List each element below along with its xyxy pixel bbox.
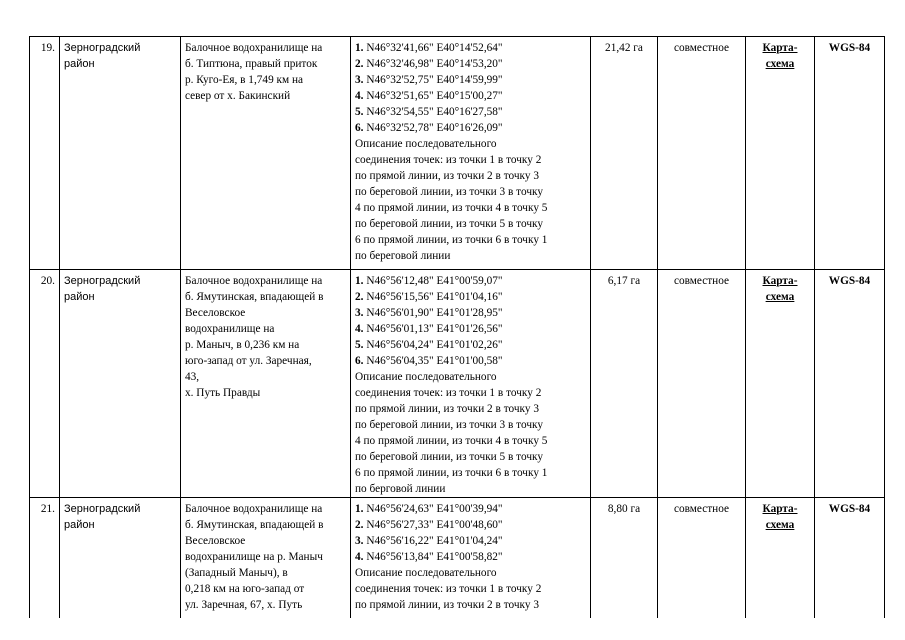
description-line: водохранилище на [185, 323, 275, 335]
map-scheme-link[interactable] [750, 40, 810, 72]
area-cell: 8,80 га [591, 498, 658, 619]
point-number: 4. [355, 90, 364, 102]
area-cell: 6,17 га [591, 270, 658, 498]
point-coordinates: N46°56'27,33" E41°00'48,60" [366, 519, 503, 531]
ownership-cell: совместное [658, 37, 746, 270]
route-description-line: Описание последовательного [355, 567, 497, 579]
route-description-line: по береговой линии, из точки 5 в точку [355, 451, 543, 463]
coordinate-point [355, 120, 586, 136]
map-scheme-link[interactable] [750, 273, 810, 305]
coordinate-system-cell: WGS-84 [815, 270, 885, 498]
route-description-line: соединения точек: из точки 1 в точку 2 [355, 387, 542, 399]
description-line: юго-запад от ул. Заречная, [185, 355, 312, 367]
district-line: Зерноградский [64, 42, 141, 54]
route-description-line: по береговой линии, из точки 5 в точку [355, 218, 543, 230]
district-line: район [64, 519, 95, 531]
description-cell [181, 270, 351, 498]
map-link-text[interactable]: Карта- [762, 42, 798, 54]
point-number: 3. [355, 535, 364, 547]
description-line: р. Куго-Ея, в 1,749 км на [185, 74, 304, 86]
point-coordinates: N46°32'46,98" E40°14'53,20" [366, 58, 503, 70]
description-line: Балочное водохранилище на [185, 42, 323, 54]
description-line: север от х. Бакинский [185, 90, 291, 102]
map-scheme-link[interactable] [750, 501, 810, 533]
point-coordinates: N46°32'52,78" E40°16'26,09" [366, 122, 503, 134]
ownership-cell: совместное [658, 498, 746, 619]
coordinate-point [355, 353, 586, 369]
route-description-line: по прямой линии, из точки 2 в точку 3 [355, 170, 539, 182]
point-number: 3. [355, 74, 364, 86]
route-description-line: 4 по прямой линии, из точки 4 в точку 5 [355, 202, 548, 214]
description-line: р. Маныч, в 0,236 км на [185, 339, 300, 351]
description-line: б. Ямутинская, впадающей в [185, 519, 324, 531]
description-line: ул. Заречная, 67, х. Путь [185, 599, 303, 611]
point-coordinates: N46°56'04,24" E41°01'02,26" [366, 339, 503, 351]
coordinate-point [355, 501, 586, 517]
ownership-cell: совместное [658, 270, 746, 498]
route-description-line: соединения точек: из точки 1 в точку 2 [355, 583, 542, 595]
coordinate-point [355, 273, 586, 289]
description-line: (Западный Маныч), в [185, 567, 288, 579]
coordinate-point [355, 72, 586, 88]
district-line: Зерноградский [64, 503, 141, 515]
table-row [30, 37, 885, 270]
point-coordinates: N46°32'54,55" E40°16'27,58" [366, 106, 503, 118]
coordinate-point [355, 104, 586, 120]
point-coordinates: N46°56'12,48" E41°00'59,07" [366, 275, 503, 287]
water-bodies-table [29, 36, 885, 618]
description-line: Веселовское [185, 307, 246, 319]
point-coordinates: N46°56'16,22" E41°01'04,24" [366, 535, 503, 547]
table-row [30, 498, 885, 619]
map-link-text[interactable]: схема [765, 58, 795, 70]
point-coordinates: N46°32'52,75" E40°14'59,99" [366, 74, 503, 86]
table-row [30, 270, 885, 498]
coordinate-point [355, 533, 586, 549]
route-description-line: 6 по прямой линии, из точки 6 в точку 1 [355, 234, 548, 246]
coordinate-point [355, 56, 586, 72]
coordinate-point [355, 549, 586, 565]
description-line: б. Типтюна, правый приток [185, 58, 318, 70]
description-line: х. Путь Правды [185, 387, 261, 399]
route-description-line: 4 по прямой линии, из точки 4 в точку 5 [355, 435, 548, 447]
point-number: 4. [355, 551, 364, 563]
coordinates-cell [351, 37, 591, 270]
point-coordinates: N46°56'24,63" E41°00'39,94" [366, 503, 503, 515]
point-coordinates: N46°56'04,35" E41°01'00,58" [366, 355, 503, 367]
point-coordinates: N46°56'13,84" E41°00'58,82" [366, 551, 503, 563]
point-coordinates: N46°32'41,66" E40°14'52,64" [366, 42, 503, 54]
point-number: 2. [355, 519, 364, 531]
point-number: 5. [355, 339, 364, 351]
description-line: 0,218 км на юго-запад от [185, 583, 305, 595]
point-number: 4. [355, 323, 364, 335]
description-line: б. Ямутинская, впадающей в [185, 291, 324, 303]
coordinate-system-cell: WGS-84 [815, 498, 885, 619]
point-coordinates: N46°56'01,90" E41°01'28,95" [366, 307, 503, 319]
coordinate-point [355, 517, 586, 533]
route-description-line: по берговой линии [355, 483, 446, 495]
district-cell [60, 37, 181, 270]
map-link-text[interactable]: Карта- [762, 503, 798, 515]
map-link-text[interactable]: схема [765, 291, 795, 303]
coordinate-point [355, 40, 586, 56]
description-cell [181, 498, 351, 619]
route-description-line: по береговой линии, из точки 3 в точку [355, 419, 543, 431]
route-description-line: Описание последовательного [355, 138, 497, 150]
map-link-cell [746, 37, 815, 270]
route-description-line: по прямой линии, из точки 2 в точку 3 [355, 599, 539, 611]
route-description-line: по береговой линии, из точки 3 в точку [355, 186, 543, 198]
district-cell [60, 270, 181, 498]
district-cell [60, 498, 181, 619]
point-coordinates: N46°32'51,65" E40°15'00,27" [366, 90, 503, 102]
point-number: 1. [355, 503, 364, 515]
point-number: 3. [355, 307, 364, 319]
point-number: 1. [355, 42, 364, 54]
description-line: Балочное водохранилище на [185, 275, 323, 287]
row-number: 19. [30, 37, 60, 270]
description-line: Балочное водохранилище на [185, 503, 323, 515]
district-line: район [64, 58, 95, 70]
coordinate-system-cell: WGS-84 [815, 37, 885, 270]
point-coordinates: N46°56'15,56" E41°01'04,16" [366, 291, 503, 303]
map-link-cell [746, 498, 815, 619]
description-line: водохранилище на р. Маныч [185, 551, 323, 563]
route-description-line: по прямой линии, из точки 2 в точку 3 [355, 403, 539, 415]
description-line: 43, [185, 371, 200, 383]
district-line: район [64, 291, 95, 303]
point-number: 2. [355, 58, 364, 70]
point-coordinates: N46°56'01,13" E41°01'26,56" [366, 323, 503, 335]
coordinate-point [355, 337, 586, 353]
coordinate-point [355, 88, 586, 104]
row-number: 20. [30, 270, 60, 498]
coordinate-point [355, 321, 586, 337]
point-number: 6. [355, 355, 364, 367]
area-cell: 21,42 га [591, 37, 658, 270]
description-line: Веселовское [185, 535, 246, 547]
point-number: 5. [355, 106, 364, 118]
map-link-text[interactable]: Карта- [762, 275, 798, 287]
coordinates-cell [351, 498, 591, 619]
row-number: 21. [30, 498, 60, 619]
route-description-line: соединения точек: из точки 1 в точку 2 [355, 154, 542, 166]
map-link-cell [746, 270, 815, 498]
coordinates-cell [351, 270, 591, 498]
map-link-text[interactable]: схема [765, 519, 795, 531]
point-number: 1. [355, 275, 364, 287]
route-description-line: по береговой линии [355, 250, 451, 262]
district-line: Зерноградский [64, 275, 141, 287]
coordinate-point [355, 289, 586, 305]
point-number: 2. [355, 291, 364, 303]
route-description-line: 6 по прямой линии, из точки 6 в точку 1 [355, 467, 548, 479]
description-cell [181, 37, 351, 270]
route-description-line: Описание последовательного [355, 371, 497, 383]
point-number: 6. [355, 122, 364, 134]
coordinate-point [355, 305, 586, 321]
